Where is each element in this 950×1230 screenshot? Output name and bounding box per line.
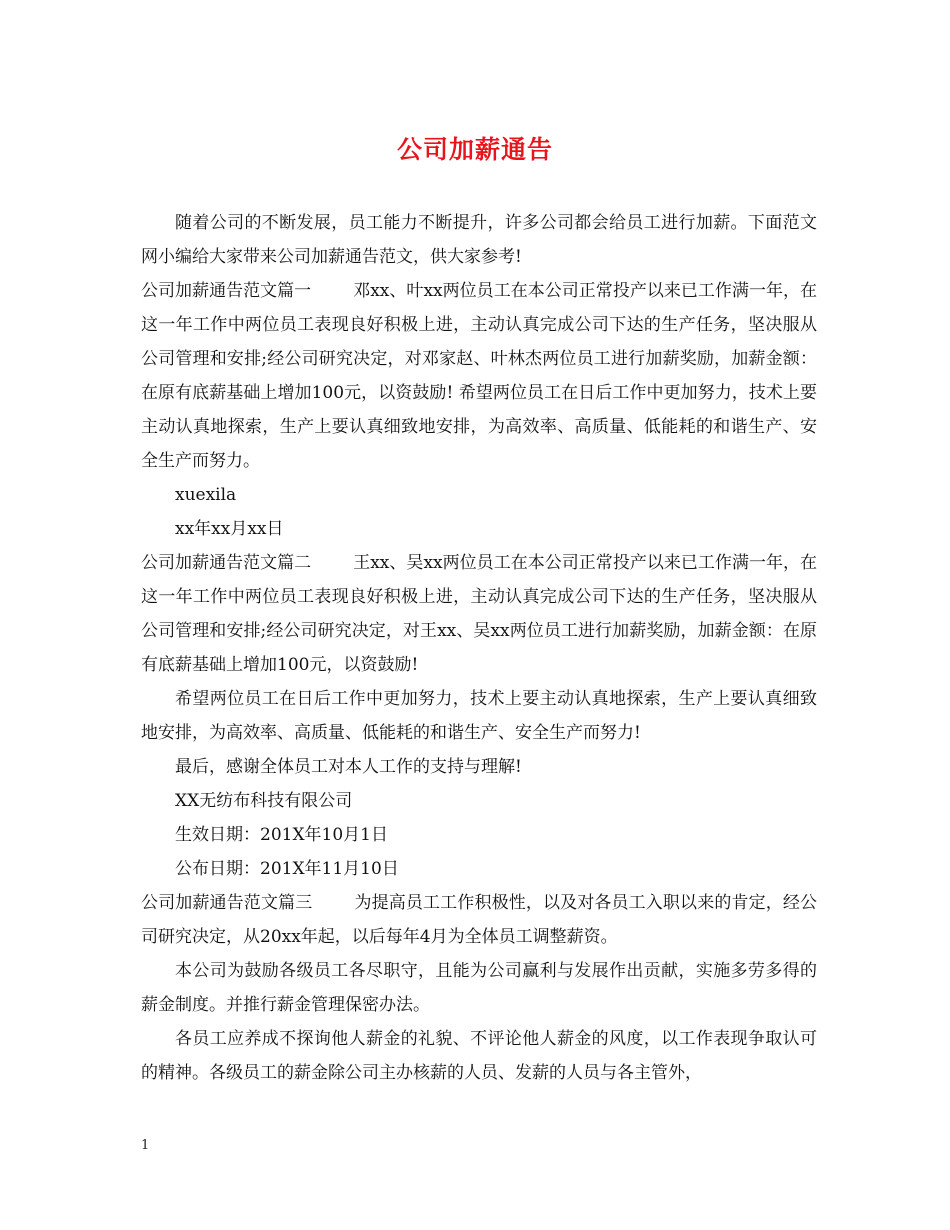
- paragraph-section-1: 公司加薪通告范文篇一 邓xx、叶xx两位员工在本公司正常投产以来已工作满一年，在这一年工作中两位员工表现良好积极上进，主动认真完成公司下达的生产任务，坚决服从公司管理和安排;经公司研究决定，对邓家赵、叶林杰两位员工进行加薪奖励，加薪金额：在原有底薪基础上增加100元，以资鼓励! 希望两位员工在日后工作中更加努力，技术上要主动认真地探索，生产上要认真细致地安排，为高效率、高质量、低能耗的和谐生产、安全生产而努力。: [141, 281, 818, 471]
- page-number: 1: [141, 1138, 150, 1153]
- paragraph-confidentiality: 各员工应养成不探询他人薪金的礼貌、不评论他人薪金的风度，以工作表现争取认可的精神。各级员工的薪金除公司主办核薪的人员、发薪的人员与各主管外，: [141, 1029, 817, 1083]
- paragraph-date: xx年xx月xx日: [175, 519, 284, 539]
- paragraph-section-2: 公司加薪通告范文篇二 王xx、吴xx两位员工在本公司正常投产以来已工作满一年，在这一年工作中两位员工表现良好积极上进，主动认真完成公司下达的生产任务，坚决服从公司管理和安排;经公司研究决定，对王xx、吴xx两位员工进行加薪奖励，加薪金额：在原有底薪基础上增加100元，以资鼓励!: [141, 553, 818, 675]
- section-heading: 公司加薪通告范文篇一: [141, 281, 312, 301]
- document-title: 公司加薪通告: [396, 135, 553, 164]
- paragraph-company: XX无纺布科技有限公司: [175, 791, 353, 811]
- section-heading: 公司加薪通告范文篇三: [141, 893, 313, 913]
- paragraph-hope: 希望两位员工在日后工作中更加努力，技术上要主动认真地探索，生产上要认真细致地安排，为高效率、高质量、低能耗的和谐生产、安全生产而努力!: [141, 689, 817, 743]
- paragraph-thanks: 最后，感谢全体员工对本人工作的支持与理解!: [175, 757, 522, 777]
- paragraph-policy: 本公司为鼓励各级员工各尽职守，且能为公司赢利与发展作出贡献，实施多劳多得的薪金制度。并推行薪金管理保密办法。: [141, 961, 817, 1015]
- document-body: [141, 206, 817, 1090]
- paragraph-section-3: 公司加薪通告范文篇三 为提高员工工作积极性，以及对各员工入职以来的肯定，经公司研究决定，从20xx年起，以后每年4月为全体员工调整薪资。: [141, 893, 818, 947]
- paragraph-intro: 随着公司的不断发展，员工能力不断提升，许多公司都会给员工进行加薪。下面范文网小编给大家带来公司加薪通告范文，供大家参考!: [141, 213, 817, 267]
- paragraph-publish-date: 公布日期：201X年11月10日: [175, 859, 399, 879]
- section-heading: 公司加薪通告范文篇二: [141, 553, 312, 573]
- paragraph-signature: xuexila: [175, 485, 237, 505]
- paragraph-effective-date: 生效日期：201X年10月1日: [175, 825, 388, 845]
